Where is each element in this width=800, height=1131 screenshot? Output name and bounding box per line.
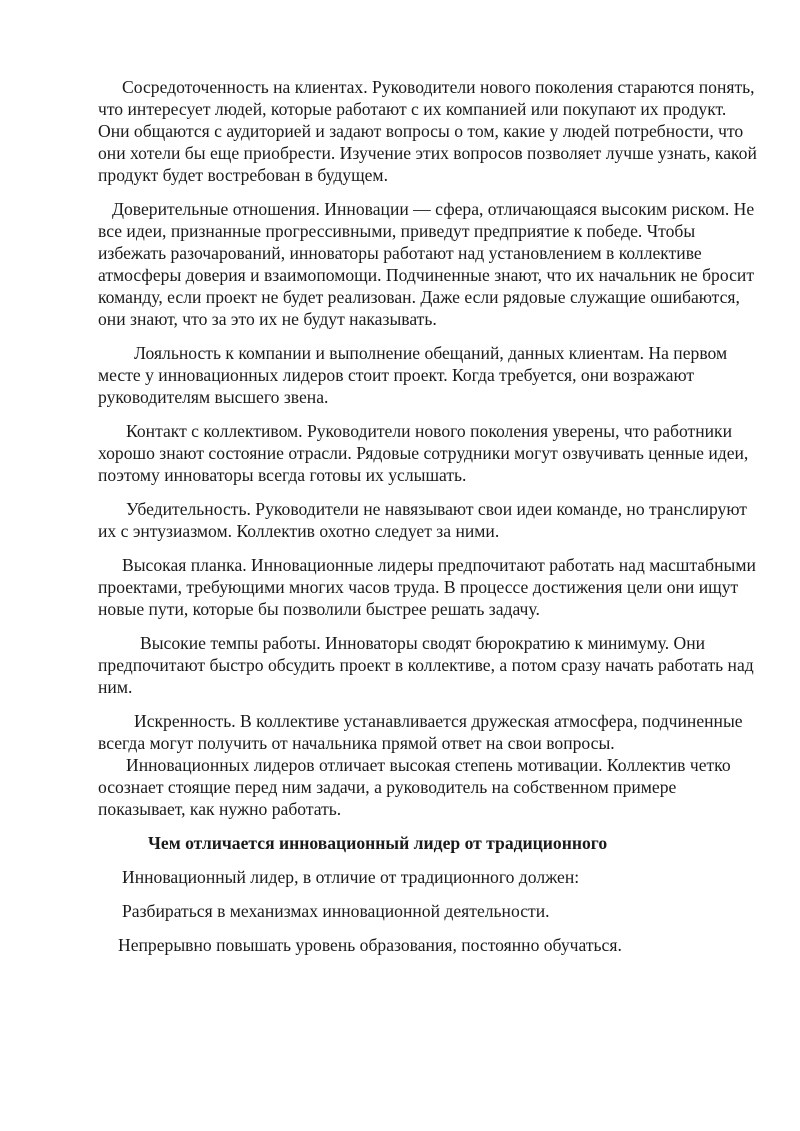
document-page xyxy=(98,76,758,968)
paragraph-trust: Доверительные отношения. Инновации — сфера, отличающаяся высоким риском. Не все идеи, признанные прогрессивными, приведут предприятие к победе. Чтобы избежать разочарований, инноваторы работают над установлением в коллективе атмосферы доверия и взаимопомощи. Подчиненные знают, что их начальник не бросит команду, если проект не будет реализован. Даже если рядовые служащие ошибаются, они знают, что за это их не будут наказывать. xyxy=(98,199,755,329)
paragraph-persuasiveness: Убедительность. Руководители не навязывают свои идеи команде, но транслируют их с энтузиазмом. Коллектив охотно следует за ними. xyxy=(98,499,747,541)
list-line-mechanisms: Разбираться в механизмах инновационной деятельности. xyxy=(122,901,550,921)
paragraph-work-pace: Высокие темпы работы. Инноваторы сводят бюрократию к минимуму. Они предпочитают быстро обсудить проект в коллективе, а потом сразу начать работать над ним. xyxy=(98,633,754,697)
section-heading: Чем отличается инновационный лидер от традиционного xyxy=(148,833,608,853)
paragraph-sincerity: Искренность. В коллективе устанавливается дружеская атмосфера, подчиненные всегда могут получить от начальника прямой ответ на свои вопросы. xyxy=(98,711,743,753)
paragraph-loyalty: Лояльность к компании и выполнение обещаний, данных клиентам. На первом месте у инновационных лидеров стоит проект. Когда требуется, они возражают руководителям высшего звена. xyxy=(98,343,728,407)
paragraph-high-bar: Высокая планка. Инновационные лидеры предпочитают работать над масштабными проектами, требующими многих часов труда. В процессе достижения цели они ищут новые пути, которые бы позволили быстрее решать задачу. xyxy=(98,555,756,619)
paragraph-team-contact: Контакт с коллективом. Руководители нового поколения уверены, что работники хорошо знают состояние отрасли. Рядовые сотрудники могут озвучивать ценные идеи, поэтому инноваторы всегда готовы их услышать. xyxy=(98,421,749,485)
paragraph-customer-focus: Сосредоточенность на клиентах. Руководители нового поколения стараются понять, что интересует людей, которые работают с их компанией или покупают их продукт. Они общаются с аудиторией и задают вопросы о том, какие у людей потребности, что они хотели бы еще приобрести. Изучение этих вопросов позволяет лучше узнать, какой продукт будет востребован в будущем. xyxy=(98,77,757,185)
paragraph-motivation: Инновационных лидеров отличает высокая степень мотивации. Коллектив четко осознает стоящие перед ним задачи, а руководитель на собственном примере показывает, как нужно работать. xyxy=(98,755,731,819)
list-line-education: Непрерывно повышать уровень образования, постоянно обучаться. xyxy=(118,935,622,955)
list-line-intro: Инновационный лидер, в отличие от традиционного должен: xyxy=(122,867,580,887)
